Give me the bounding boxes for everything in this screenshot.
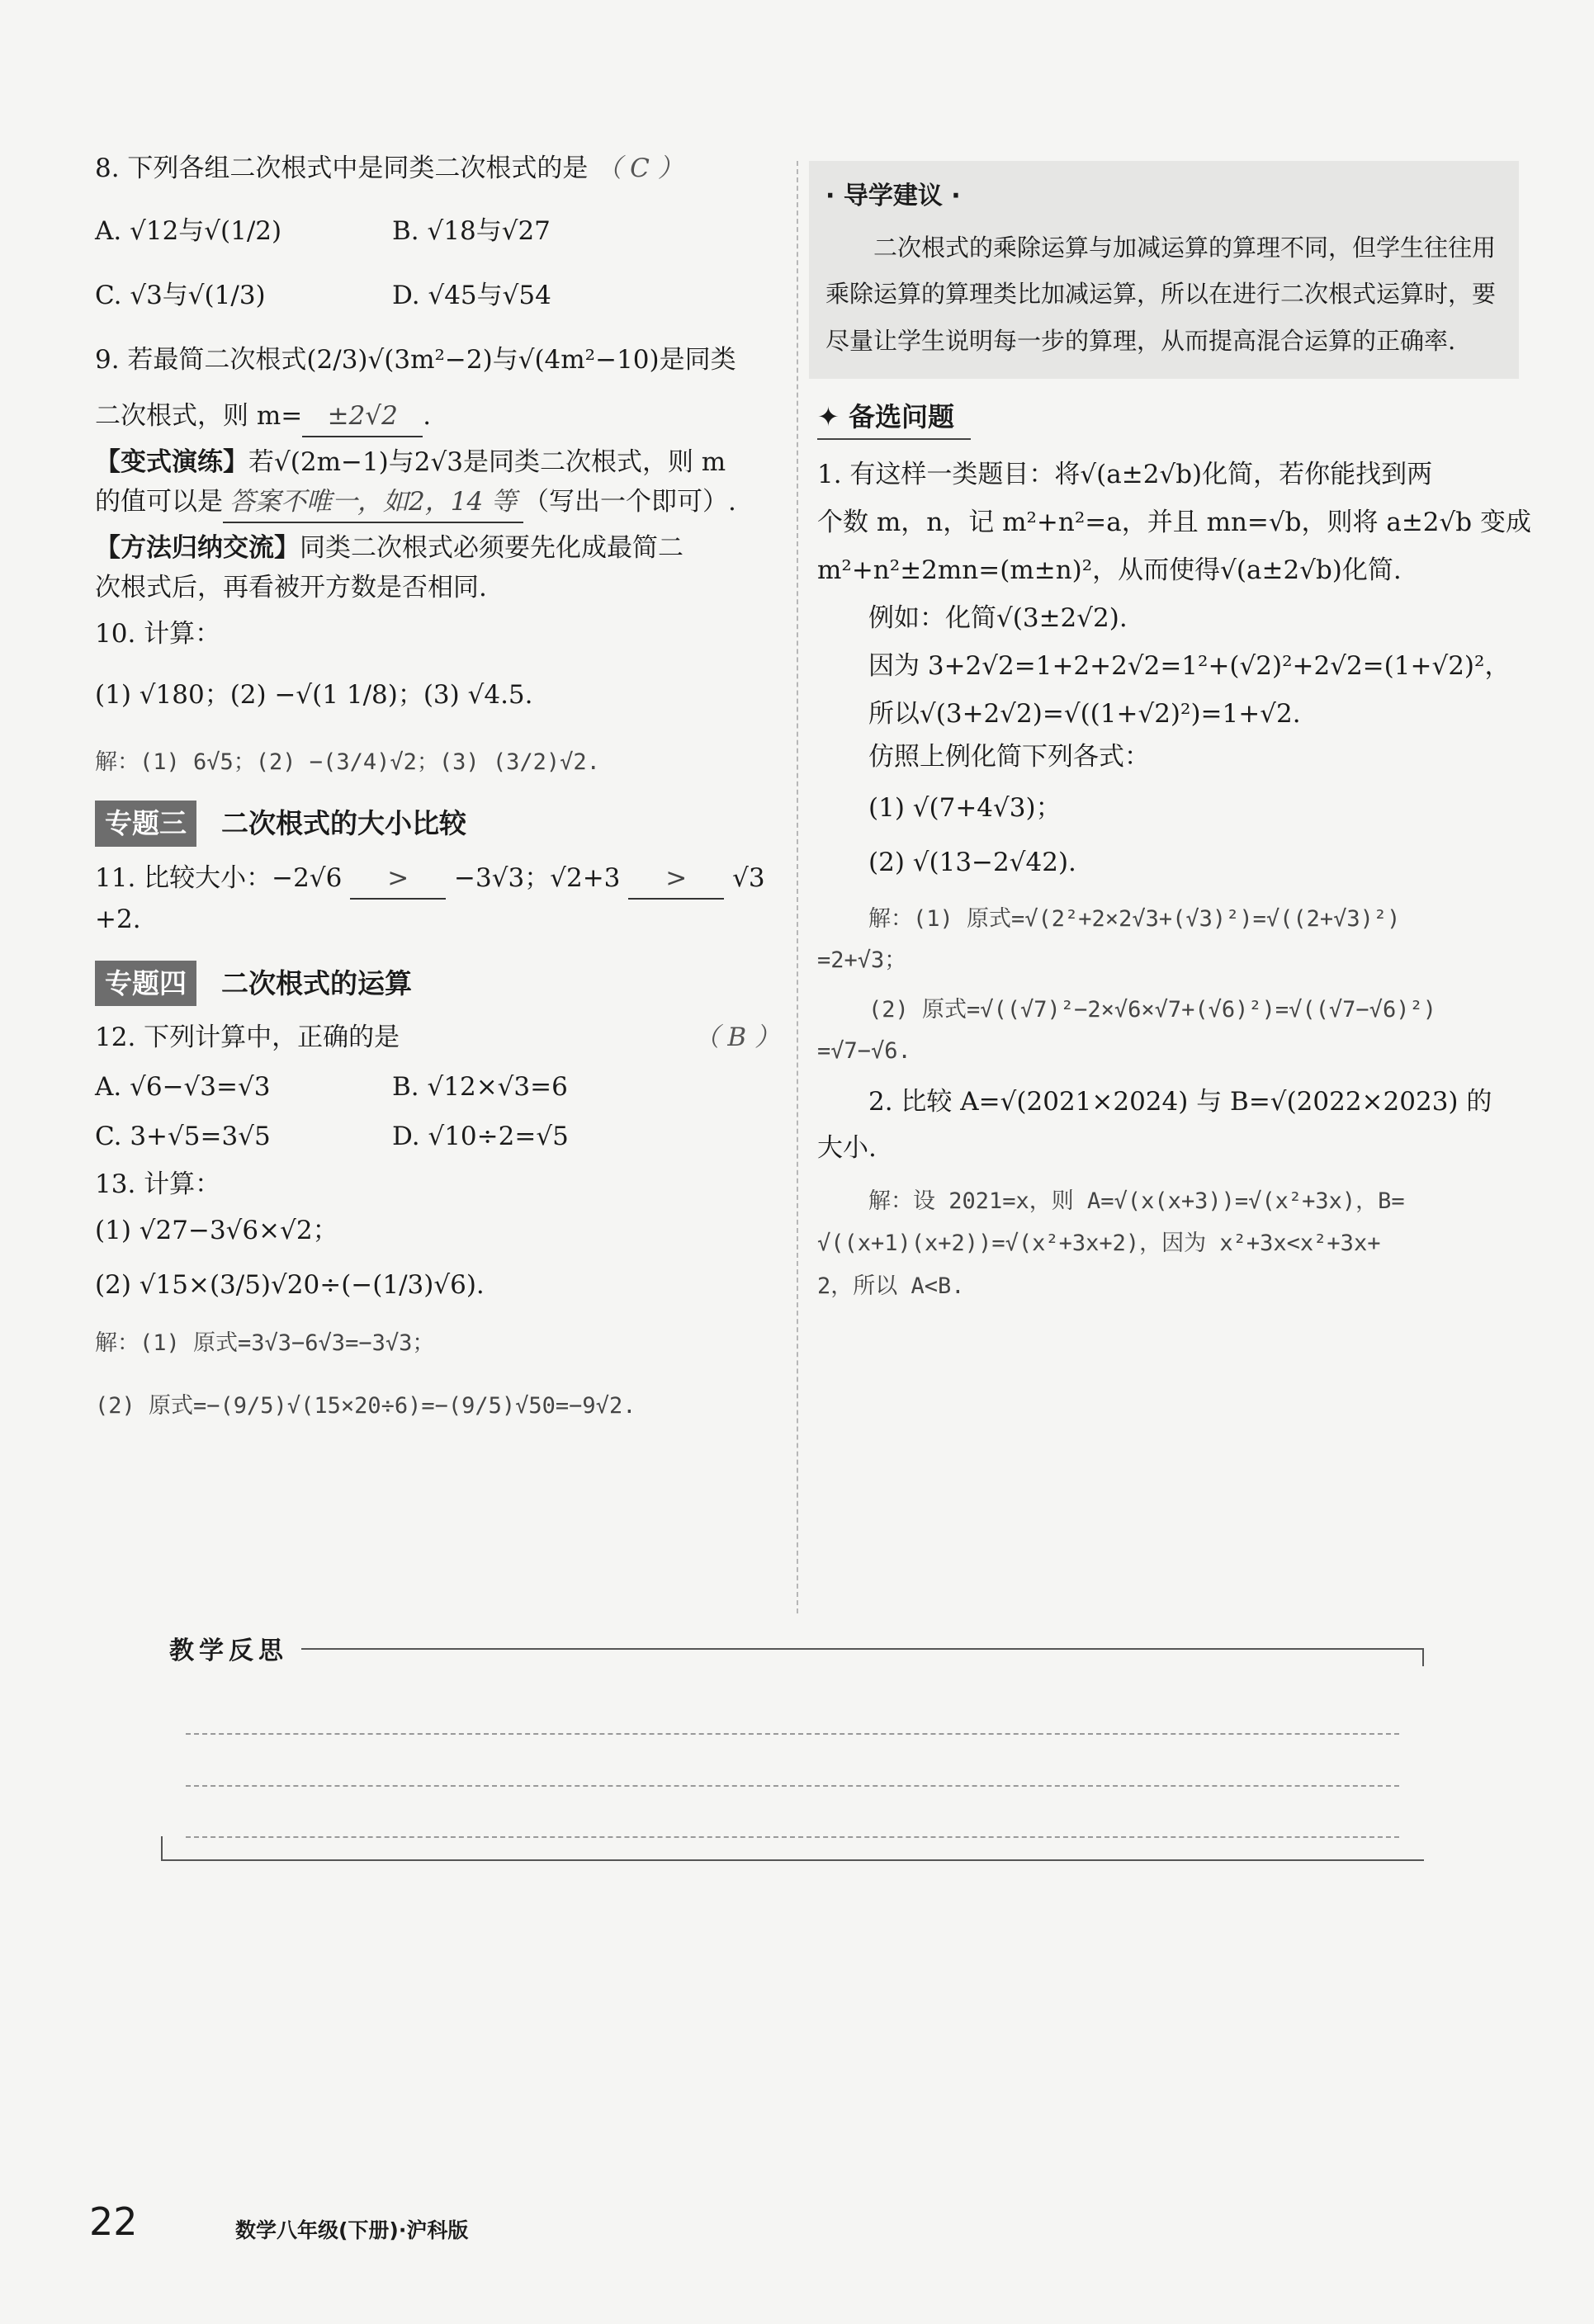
variant-text: 若√(2m−1)与2√3是同类二次根式，则 m: [248, 447, 726, 478]
q11-answer-1: >: [350, 858, 446, 900]
r1-line6: 所以√(3+2√2)=√((1+√2)²)=1+√2.: [868, 698, 1301, 729]
variant-line2: [95, 482, 780, 523]
r2-solution1: 解：设 2021=x，则 A=√(x(x+3))=√(x²+3x)，B=: [868, 1188, 1405, 1214]
reserve-title: ✦ 备选问题: [817, 397, 971, 440]
r2-line1: 2. 比较 A=√(2021×2024) 与 B=√(2022×2023) 的: [868, 1086, 1492, 1117]
q13-solution2: (2) 原式=−(9/5)√(15×20÷6)=−(9/5)√50=−9√2.: [95, 1392, 636, 1419]
page-number: 22: [89, 2199, 138, 2244]
q12-option-a: A. √6−√3=√3: [95, 1071, 271, 1102]
q12-text: 12. 下列计算中，正确的是: [95, 1022, 400, 1052]
method-line1: [95, 528, 780, 568]
left-column: [95, 149, 780, 1424]
method-text2: 次根式后，再看被开方数是否相同.: [95, 573, 487, 603]
reflection-title: 教学反思: [169, 1630, 295, 1666]
variant-end: （写出一个即可）.: [523, 487, 736, 517]
q13-solution1: 解：(1) 原式=3√3−6√3=−3√3；: [95, 1330, 435, 1357]
r1-solution1: 解：(1) 原式=√(2²+2×2√3+(√3)²)=√((2+√3)²): [868, 906, 1401, 933]
q12-options-row2: [95, 1117, 780, 1156]
q12-answer: （ B ）: [693, 1022, 780, 1052]
r1-line5: 因为 3+2√2=1+2+2√2=1²+(√2)²+2√2=(1+√2)²，: [868, 650, 1511, 681]
guide-text: 二次根式的乘除运算与加减运算的算理不同，但学生往往用乘除运算的算理类比加减运算，所以在进行二次根式运算时，要尽量让学生说明每一步的算理，从而提高混合运算的正确率.: [825, 233, 1497, 355]
q8-text: 8. 下列各组二次根式中是同类二次根式的是: [95, 154, 589, 183]
q12-stem: [95, 1018, 780, 1057]
variant-text2: 的值可以是: [95, 487, 223, 517]
q11-text: 11. 比较大小：−2√6: [95, 862, 343, 893]
q9-answer: ±2√2: [302, 396, 423, 437]
guide-title: · 导学建议 ·: [825, 182, 961, 210]
q11-end: √3: [732, 862, 765, 893]
q9-line2: [95, 396, 780, 437]
q8-options-row1: [95, 211, 780, 251]
r1-line1: 1. 有这样一类题目：将√(a±2√b)化简，若你能找到两: [817, 459, 1433, 489]
topic3-header: [95, 801, 780, 846]
r2-solution3: 2，所以 A<B.: [817, 1273, 965, 1300]
q8-stem: [95, 149, 780, 188]
q8-options-row2: [95, 276, 780, 315]
method-text: 同类二次根式必须要先化成最简二: [300, 533, 683, 564]
reflection-left-tick: [161, 1836, 163, 1861]
q13-part1: (1) √27−3√6×√2；: [95, 1215, 338, 1245]
r1-line9: (2) √(13−2√42).: [868, 848, 1076, 878]
topic4-tag: 专题四: [95, 961, 196, 1006]
topic3-title: 二次根式的大小比较: [221, 807, 466, 840]
r1-solution3: (2) 原式=√((√7)²−2×√6×√7+(√6)²)=√((√7−√6)²): [868, 996, 1436, 1023]
right-column: [817, 161, 1531, 1304]
r1-line7: 仿照上例化简下列各式：: [868, 742, 1150, 772]
q12-options-row1: [95, 1067, 780, 1107]
r2-line2: 大小.: [817, 1132, 877, 1163]
reflection-top-rule: [301, 1648, 1424, 1650]
reflection-box: [161, 1630, 1424, 1861]
topic4-title: 二次根式的运算: [221, 966, 412, 999]
q8-answer: （ C ）: [596, 154, 683, 183]
topic3-tag: 专题三: [95, 801, 196, 846]
q8-option-d: D. √45与√54: [392, 281, 551, 311]
method-label: 【方法归纳交流】: [95, 533, 300, 564]
variant-answer: 答案不唯一，如2，14 等: [223, 482, 523, 523]
q8-option-c: C. √3与√(1/3): [95, 281, 266, 311]
q9-end: .: [423, 401, 432, 432]
book-title-footer: 数学八年级(下册)·沪科版: [235, 2218, 469, 2242]
q10-title: 10. 计算：: [95, 619, 221, 649]
r1-line4: 例如：化简√(3±2√2).: [868, 602, 1128, 633]
r1-solution4: =√7−√6.: [817, 1037, 911, 1064]
column-divider: [797, 161, 798, 1613]
r2-solution2: √((x+1)(x+2))=√(x²+3x+2)，因为 x²+3x<x²+3x+: [817, 1230, 1381, 1257]
q9-text: 9. 若最简二次根式(2/3)√(3m²−2)与√(4m²−10)是同类: [95, 345, 736, 376]
q13-title: 13. 计算：: [95, 1169, 221, 1199]
r1-solution2: =2+√3；: [817, 947, 907, 973]
guide-box: [809, 161, 1519, 379]
q9-text2: 二次根式，则 m=: [95, 401, 303, 432]
r1-line8: (1) √(7+4√3)；: [868, 793, 1062, 824]
q12-option-d: D. √10÷2=√5: [392, 1121, 569, 1151]
q13-part2: (2) √15×(3/5)√20÷(−(1/3)√6).: [95, 1269, 485, 1300]
reflection-bottom-rule: [161, 1859, 1424, 1861]
reflection-writing-line: [186, 1733, 1399, 1735]
reflection-writing-line: [186, 1785, 1399, 1787]
reflection-writing-line: [186, 1836, 1399, 1838]
q10-solution: 解：(1) 6√5；(2) −(3/4)√2；(3) (3/2)√2.: [95, 749, 600, 775]
variant-label: 【变式演练】: [95, 447, 248, 478]
r1-line2: 个数 m，n，记 m²+n²=a，并且 mn=√b，则将 a±2√b 变成: [817, 507, 1531, 537]
q11-answer-2: >: [628, 858, 724, 900]
topic4-header: [95, 961, 780, 1006]
q8-option-a: A. √12与√(1/2): [95, 216, 282, 247]
q12-option-c: C. 3+√5=3√5: [95, 1121, 271, 1151]
q12-option-b: B. √12×√3=6: [392, 1071, 568, 1102]
q11-line: [95, 858, 780, 900]
reflection-right-tick: [1422, 1648, 1424, 1666]
q11-mid: −3√3；√2+3: [454, 862, 621, 893]
r1-line3: m²+n²±2mn=(m±n)²，从而使得√(a±2√b)化简.: [817, 555, 1402, 585]
variant-line1: [95, 442, 780, 482]
q11-end2: +2.: [95, 904, 141, 934]
q8-option-b: B. √18与√27: [392, 216, 551, 247]
q10-items: (1) √180；(2) −√(1 1/8)；(3) √4.5.: [95, 680, 533, 711]
